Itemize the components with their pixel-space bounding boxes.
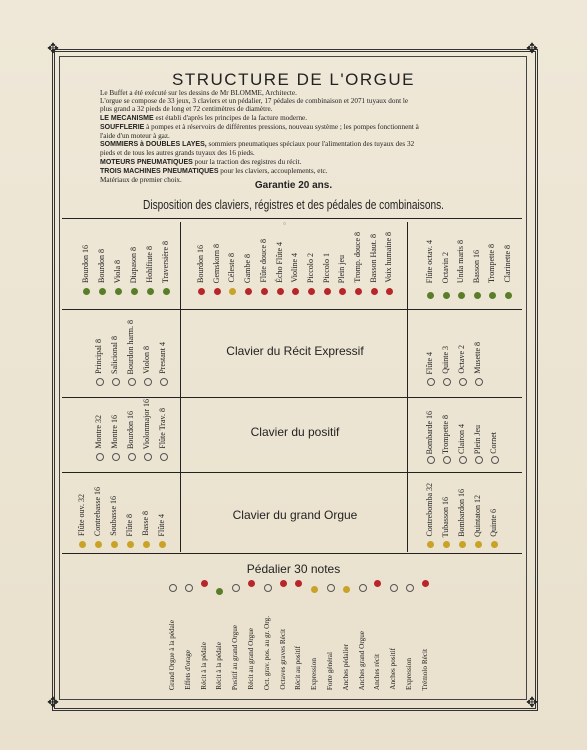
stop-label: Quinte 6 bbox=[489, 509, 498, 537]
combination-pedal-label: Forte général bbox=[326, 651, 334, 690]
stop-label: Bourdon 8 bbox=[97, 249, 106, 283]
stop-label: Bourdon harm. 8 bbox=[126, 319, 135, 374]
stop-knob-green bbox=[489, 292, 496, 299]
stop-label: Flûte Trav. 8 bbox=[158, 408, 167, 449]
intro-line: pour les claviers, accouplements, etc. bbox=[218, 166, 328, 175]
combination-pedal-label: Oct. grav. pos. au gr. Org. bbox=[262, 615, 271, 690]
intro-line: Le Buffet a été exécuté sur les dessins de Mr BLOMME, Architecte. bbox=[100, 89, 297, 97]
stop-label: Basson 16 bbox=[471, 249, 481, 283]
stop-knob-open bbox=[112, 453, 120, 461]
stop-knob-open bbox=[459, 378, 467, 386]
stop-knob-green bbox=[163, 288, 170, 295]
pedal-knob-red bbox=[280, 580, 287, 587]
intro-line: est établi d'après les principes de la facture moderne. bbox=[153, 113, 308, 122]
combination-pedal-label: Récit à la pédale bbox=[199, 642, 208, 690]
manual-label: Clavier du Récit Expressif bbox=[226, 344, 364, 358]
stop-knob-open bbox=[427, 456, 435, 464]
ornament-mark: ○ bbox=[283, 222, 287, 227]
stop-knob-red bbox=[198, 288, 205, 295]
corner-ornament-icon: ✥ bbox=[526, 696, 538, 711]
stop-label: Contrebasse 16 bbox=[93, 486, 102, 536]
stop-knob-red bbox=[308, 288, 315, 295]
stop-knob-yellow bbox=[79, 541, 86, 548]
stop-knob-open bbox=[491, 456, 499, 464]
stop-knob-green bbox=[147, 288, 154, 295]
table-divider bbox=[180, 222, 181, 552]
pedal-knob-open bbox=[406, 584, 414, 592]
stop-knob-open bbox=[160, 378, 168, 386]
combination-pedal-label: Effets d'orage bbox=[183, 650, 192, 690]
stop-label: Violon 8 bbox=[142, 346, 151, 374]
stop-knob-red bbox=[371, 288, 378, 295]
stop-label: Montre 32 bbox=[94, 415, 103, 449]
combination-pedal-label: Anches récit bbox=[373, 653, 382, 690]
stop-label: Quintaton 12 bbox=[473, 495, 482, 537]
stop-knob-open bbox=[475, 378, 483, 386]
stop-label: Octavin 2 bbox=[440, 251, 450, 283]
stop-label: Gambe 8 bbox=[243, 253, 253, 283]
stop-knob-red bbox=[355, 288, 362, 295]
stop-label: Principal 8 bbox=[94, 339, 103, 374]
table-rule bbox=[62, 553, 522, 554]
stop-label: Voix humaine 8 bbox=[384, 232, 394, 283]
stop-label: Bourdon 16 bbox=[126, 411, 135, 449]
stop-label: Unda maris 8 bbox=[456, 239, 465, 283]
pedal-knob-open bbox=[185, 584, 193, 592]
stop-knob-yellow bbox=[143, 541, 150, 548]
stop-label: Prestant 4 bbox=[158, 342, 167, 374]
stop-label: Cornet bbox=[489, 432, 498, 454]
stop-knob-open bbox=[112, 378, 120, 386]
pedal-knob-open bbox=[359, 584, 367, 592]
stop-knob-red bbox=[214, 288, 221, 295]
stop-label: Flûte octav. 4 bbox=[425, 239, 434, 283]
stop-knob-open bbox=[427, 378, 435, 386]
intro-line: sommiers pneumatiques spéciaux pour l'alimentation des tuyaux des 32 bbox=[206, 140, 415, 149]
stop-label: Trompette 8 bbox=[441, 414, 450, 454]
stop-knob-red bbox=[277, 288, 284, 295]
stop-knob-open bbox=[475, 456, 483, 464]
stop-knob-yellow bbox=[443, 541, 450, 548]
intro-text bbox=[100, 89, 520, 184]
intro-bold: SOUFFLERIE bbox=[100, 123, 145, 131]
intro-bold: LE MECANISME bbox=[100, 114, 154, 122]
stop-label: Flûte 4 bbox=[425, 351, 434, 374]
intro-bold: MOTEURS PNEUMATIQUES bbox=[100, 158, 193, 166]
stop-knob-green bbox=[83, 288, 90, 295]
combination-pedal-label: Trémolo Récit bbox=[420, 648, 429, 690]
pedal-knob-open bbox=[327, 584, 335, 592]
stop-knob-green bbox=[427, 292, 434, 299]
stop-knob-red bbox=[261, 288, 268, 295]
stop-knob-yellow bbox=[111, 541, 118, 548]
stop-knob-yellow bbox=[127, 541, 134, 548]
stop-knob-yellow bbox=[427, 541, 434, 548]
pedalier-title: Pédalier 30 notes bbox=[246, 562, 341, 576]
stop-label: Bourdon 16 bbox=[81, 245, 90, 283]
stop-label: Basse 8 bbox=[141, 511, 150, 536]
stop-label: Octave 2 bbox=[457, 345, 466, 374]
stop-knob-green bbox=[505, 292, 512, 299]
stop-label: Musette 8 bbox=[473, 342, 482, 374]
stop-label: Salicional 8 bbox=[110, 336, 119, 374]
table-rule bbox=[62, 397, 522, 398]
combination-pedal-label: Récit au positif bbox=[294, 646, 303, 690]
corner-ornament-icon: ✥ bbox=[47, 696, 59, 711]
intro-line: à pompes et à réservoirs de différentes pressions, nouveau système ; les pompes fonctionnent à bbox=[144, 122, 419, 131]
pedal-knob-open bbox=[264, 584, 272, 592]
stop-label: Flûte 4 bbox=[157, 513, 166, 536]
combination-pedal-label: Anches grand Orgue bbox=[357, 630, 366, 690]
stop-label: Viola 8 bbox=[113, 259, 122, 283]
stop-label: Piccolo 2 bbox=[305, 253, 315, 283]
stop-label: Piccolo 1 bbox=[321, 253, 331, 283]
stop-knob-open bbox=[443, 378, 451, 386]
table-rule bbox=[62, 472, 522, 473]
pedal-knob-red bbox=[201, 580, 208, 587]
corner-ornament-icon: ✥ bbox=[526, 42, 538, 57]
stop-label: Diapason 8 bbox=[129, 246, 138, 283]
stop-knob-green bbox=[99, 288, 106, 295]
stop-label: Tubasson 16 bbox=[441, 496, 450, 537]
stop-label: Hohlfiute 8 bbox=[145, 246, 154, 283]
combination-pedal-label: Grand Orgue à la pédale bbox=[168, 619, 176, 690]
stop-knob-green bbox=[474, 292, 481, 299]
stop-knob-yellow bbox=[159, 541, 166, 548]
pedal-knob-red bbox=[422, 580, 429, 587]
stop-knob-green bbox=[131, 288, 138, 295]
combination-pedal-label: Récit au grand Orgue bbox=[247, 628, 255, 690]
stop-label: Plein jeu bbox=[337, 254, 347, 283]
intro-line: L'orgue se compose de 33 jeux, 3 claviers et un pédalier, 17 pédales de combinaison et 2071 tuyaux dont le bbox=[100, 97, 409, 106]
intro-line: l'aide d'un moteur à gaz. bbox=[100, 132, 170, 141]
stop-label: Trompette 8 bbox=[487, 243, 496, 283]
stop-knob-open bbox=[128, 453, 136, 461]
stop-knob-open bbox=[128, 378, 136, 386]
combination-pedal-label: Expression bbox=[405, 658, 413, 690]
stop-label: Bourdon 16 bbox=[196, 245, 205, 283]
stop-knob-green bbox=[458, 292, 465, 299]
section-heading: Disposition des claviers, régistres et des pédales de combinaisons. bbox=[143, 197, 444, 212]
pedal-knob-yellow bbox=[343, 586, 350, 593]
combination-pedal-label: Expression bbox=[310, 658, 319, 690]
stop-knob-open bbox=[443, 456, 451, 464]
stop-knob-yellow bbox=[491, 541, 498, 548]
combination-pedal-label: Octaves graves Récit bbox=[278, 629, 287, 690]
stop-label: Basson Haut. 8 bbox=[368, 234, 378, 283]
combination-pedal-label: Positif au grand Orgue bbox=[231, 624, 240, 690]
stop-knob-red bbox=[324, 288, 331, 295]
stop-knob-open bbox=[160, 453, 168, 461]
intro-line: Matériaux de premier choix. bbox=[100, 176, 182, 185]
stop-label: Flûte douce 8 bbox=[258, 239, 268, 283]
stop-label: Écho Flûte 4 bbox=[274, 242, 284, 283]
stop-label: Gemskorn 8 bbox=[211, 243, 221, 283]
stop-label: Quinte 3 bbox=[441, 346, 450, 374]
table-rule bbox=[62, 309, 522, 310]
stop-label: Soubasse 16 bbox=[109, 496, 118, 536]
page-title: STRUCTURE DE L'ORGUE bbox=[172, 70, 415, 89]
stop-knob-open bbox=[96, 453, 104, 461]
stop-knob-open bbox=[144, 453, 152, 461]
stop-label: Traversière 8 bbox=[161, 240, 170, 283]
intro-bold: SOMMIERS à DOUBLES LAYES, bbox=[100, 141, 207, 149]
stop-knob-yellow bbox=[459, 541, 466, 548]
stop-knob-open bbox=[144, 378, 152, 386]
table-rule bbox=[62, 218, 522, 219]
stop-label: Plein Jeu bbox=[473, 424, 482, 454]
stop-label: Violonmajor 16 bbox=[142, 398, 151, 449]
manual-label: Clavier du positif bbox=[250, 425, 340, 439]
stop-knob-open bbox=[459, 456, 467, 464]
stop-label: Céleste 8 bbox=[227, 253, 237, 283]
intro-line: pour la traction des registres du récit. bbox=[192, 157, 302, 166]
pedal-knob-open bbox=[169, 584, 177, 592]
stop-label: Violine 4 bbox=[290, 253, 300, 283]
combination-pedal-label: Récit à la pédale bbox=[215, 642, 224, 690]
combination-pedal-label: Anches positif bbox=[389, 648, 398, 690]
stop-knob-green bbox=[115, 288, 122, 295]
intro-line: plus grand a 32 pieds de long et 72 centimètres de diamètre. bbox=[100, 105, 273, 114]
stop-knob-yellow bbox=[95, 541, 102, 548]
stop-label: Montre 16 bbox=[110, 415, 119, 449]
stop-knob-green bbox=[443, 292, 450, 299]
stop-label: Bombardon 16 bbox=[457, 489, 466, 537]
stop-label: Contrebomba 32 bbox=[425, 483, 434, 537]
intro-line: pieds et de tous les autres grands tuyaux des 16 pieds. bbox=[100, 149, 255, 158]
combination-pedal-label: Anches pédalier bbox=[341, 643, 350, 690]
stop-knob-open bbox=[96, 378, 104, 386]
guarantee-text: Garantie 20 ans. bbox=[254, 180, 333, 191]
stop-label: Flûte ouv. 32 bbox=[77, 494, 86, 536]
stop-label: Clarinette 8 bbox=[502, 245, 512, 283]
stop-label: Tromp. douce 8 bbox=[353, 232, 362, 283]
stop-label: Clairon 4 bbox=[457, 424, 466, 454]
stop-label: Bombarde 16 bbox=[425, 410, 434, 454]
manual-label: Clavier du grand Orgue bbox=[232, 508, 358, 522]
corner-ornament-icon: ✥ bbox=[47, 42, 59, 57]
pedal-knob-red bbox=[248, 580, 255, 587]
intro-bold: TROIS MACHINES PNEUMATIQUES bbox=[100, 167, 219, 175]
stop-knob-yellow bbox=[475, 541, 482, 548]
stop-label: Flûte 8 bbox=[125, 513, 134, 536]
table-divider bbox=[407, 222, 408, 552]
